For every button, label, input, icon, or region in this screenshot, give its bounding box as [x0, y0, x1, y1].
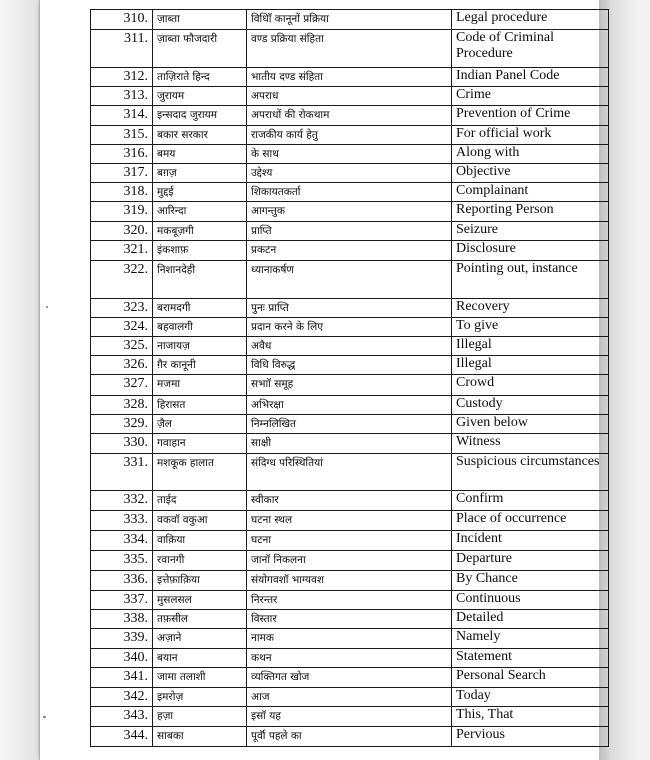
entry-number: 344.: [91, 727, 153, 747]
table-row: [91, 727, 609, 747]
english-meaning: Seizure: [452, 222, 609, 241]
english-meaning: Pointing out, instance: [452, 261, 609, 299]
glossary-body: [91, 10, 609, 747]
english-meaning: Personal Search: [452, 668, 609, 688]
english-meaning: Crowd: [452, 375, 609, 396]
urdu-term: इत्तेफ़ाक़िया: [153, 571, 247, 591]
entry-number: 315.: [91, 126, 153, 145]
urdu-term: तफ़सील: [153, 610, 247, 629]
table-row: [91, 126, 609, 145]
hindi-meaning: स्वीकार: [247, 491, 452, 511]
table-row: [91, 531, 609, 551]
english-meaning: Along with: [452, 145, 609, 164]
entry-number: 339.: [91, 629, 153, 649]
english-meaning: Illegal: [452, 356, 609, 375]
english-meaning: Code of Criminal Procedure: [452, 30, 609, 68]
urdu-term: मजमा: [153, 375, 247, 396]
english-meaning: Custody: [452, 396, 609, 415]
english-meaning: Given below: [452, 415, 609, 434]
urdu-term: बरामदगी: [153, 299, 247, 318]
hindi-meaning: आज: [247, 688, 452, 707]
hindi-meaning: अवैध: [247, 337, 452, 356]
hindi-meaning: इसॉ यह: [247, 707, 452, 727]
english-meaning: Statement: [452, 649, 609, 668]
urdu-term: ताईद: [153, 491, 247, 511]
urdu-term: निशानदेही: [153, 261, 247, 299]
table-row: [91, 434, 609, 454]
hindi-meaning: भातीय दण्ड संहिता: [247, 68, 452, 87]
hindi-meaning: अभिरक्षा: [247, 396, 452, 415]
urdu-term: ज़ैल: [153, 415, 247, 434]
entry-number: 310.: [91, 10, 153, 30]
urdu-term: ज़ाब्ता: [153, 10, 247, 30]
urdu-term: गवाहान: [153, 434, 247, 454]
entry-number: 325.: [91, 337, 153, 356]
hindi-meaning: उद्देश्य: [247, 164, 452, 183]
hindi-meaning: साक्षी: [247, 434, 452, 454]
urdu-term: रवानगी: [153, 551, 247, 571]
english-meaning: Prevention of Crime: [452, 106, 609, 126]
table-row: [91, 454, 609, 491]
entry-number: 331.: [91, 454, 153, 491]
entry-number: 313.: [91, 87, 153, 106]
urdu-term: बयान: [153, 649, 247, 668]
table-row: [91, 629, 609, 649]
english-meaning: Illegal: [452, 337, 609, 356]
table-row: [91, 241, 609, 261]
english-meaning: Today: [452, 688, 609, 707]
table-row: [91, 145, 609, 164]
urdu-term: नाजायज़: [153, 337, 247, 356]
english-meaning: Place of occurrence: [452, 511, 609, 531]
urdu-term: हज़ा: [153, 707, 247, 727]
scan-speck: [43, 716, 46, 718]
urdu-term: इंकशाफ़: [153, 241, 247, 261]
hindi-meaning: प्रकटन: [247, 241, 452, 261]
table-row: [91, 375, 609, 396]
table-row: [91, 87, 609, 106]
english-meaning: Legal procedure: [452, 10, 609, 30]
english-meaning: Crime: [452, 87, 609, 106]
hindi-meaning: अपराधों की रोकथाम: [247, 106, 452, 126]
hindi-meaning: वण्ड प्रक्रिया संहिता: [247, 30, 452, 68]
entry-number: 333.: [91, 511, 153, 531]
table-row: [91, 688, 609, 707]
table-row: [91, 222, 609, 241]
entry-number: 335.: [91, 551, 153, 571]
english-meaning: Incident: [452, 531, 609, 551]
entry-number: 320.: [91, 222, 153, 241]
scan-speck: [46, 306, 48, 308]
urdu-term: इन्सदाद जुरायम: [153, 106, 247, 126]
entry-number: 316.: [91, 145, 153, 164]
table-row: [91, 299, 609, 318]
table-row: [91, 30, 609, 68]
hindi-meaning: सभाॉ समूह: [247, 375, 452, 396]
urdu-term: वकवॉ वकुआ: [153, 511, 247, 531]
entry-number: 317.: [91, 164, 153, 183]
table-row: [91, 511, 609, 531]
hindi-meaning: संयोगवशॉ भाग्यवश: [247, 571, 452, 591]
table-row: [91, 551, 609, 571]
glossary-table: [90, 9, 609, 747]
english-meaning: Namely: [452, 629, 609, 649]
entry-number: 314.: [91, 106, 153, 126]
entry-number: 337.: [91, 591, 153, 610]
urdu-term: बमय: [153, 145, 247, 164]
urdu-term: ज़ाब्ता फौजदारी: [153, 30, 247, 68]
hindi-meaning: निम्नलिखित: [247, 415, 452, 434]
hindi-meaning: आगन्तुक: [247, 202, 452, 222]
entry-number: 324.: [91, 318, 153, 337]
english-meaning: Recovery: [452, 299, 609, 318]
urdu-term: मुसलसल: [153, 591, 247, 610]
urdu-term: अज़ाने: [153, 629, 247, 649]
table-row: [91, 668, 609, 688]
entry-number: 328.: [91, 396, 153, 415]
entry-number: 312.: [91, 68, 153, 87]
english-meaning: Complainant: [452, 183, 609, 202]
hindi-meaning: शिकायतकर्ता: [247, 183, 452, 202]
english-meaning: Pervious: [452, 727, 609, 747]
english-meaning: This, That: [452, 707, 609, 727]
table-row: [91, 571, 609, 591]
table-row: [91, 318, 609, 337]
hindi-meaning: संदिग्ध परिस्थितियां: [247, 454, 452, 491]
entry-number: 342.: [91, 688, 153, 707]
table-row: [91, 183, 609, 202]
entry-number: 327.: [91, 375, 153, 396]
entry-number: 329.: [91, 415, 153, 434]
entry-number: 343.: [91, 707, 153, 727]
hindi-meaning: के साथ: [247, 145, 452, 164]
entry-number: 341.: [91, 668, 153, 688]
hindi-meaning: ध्यानाकर्षण: [247, 261, 452, 299]
hindi-meaning: विस्तार: [247, 610, 452, 629]
table-row: [91, 591, 609, 610]
hindi-meaning: व्यक्तिगत खोज: [247, 668, 452, 688]
table-row: [91, 415, 609, 434]
english-meaning: Suspicious circumstances: [452, 454, 609, 491]
entry-number: 326.: [91, 356, 153, 375]
urdu-term: हिरासत: [153, 396, 247, 415]
urdu-term: वाक़िया: [153, 531, 247, 551]
entry-number: 321.: [91, 241, 153, 261]
hindi-meaning: निरन्तर: [247, 591, 452, 610]
hindi-meaning: घटना स्थल: [247, 511, 452, 531]
urdu-term: बकार सरकार: [153, 126, 247, 145]
urdu-term: बहवालगी: [153, 318, 247, 337]
hindi-meaning: अपराध: [247, 87, 452, 106]
entry-number: 322.: [91, 261, 153, 299]
entry-number: 338.: [91, 610, 153, 629]
english-meaning: Objective: [452, 164, 609, 183]
entry-number: 330.: [91, 434, 153, 454]
urdu-term: आरिन्दा: [153, 202, 247, 222]
page-left-margin: [0, 0, 40, 760]
table-row: [91, 396, 609, 415]
entry-number: 336.: [91, 571, 153, 591]
urdu-term: जामा तलाशी: [153, 668, 247, 688]
english-meaning: To give: [452, 318, 609, 337]
english-meaning: Disclosure: [452, 241, 609, 261]
hindi-meaning: विधि विरुद्ध: [247, 356, 452, 375]
table-row: [91, 106, 609, 126]
urdu-term: ताज़िराते हिन्द: [153, 68, 247, 87]
english-meaning: For official work: [452, 126, 609, 145]
table-row: [91, 356, 609, 375]
hindi-meaning: प्राप्ति: [247, 222, 452, 241]
english-meaning: Indian Panel Code: [452, 68, 609, 87]
hindi-meaning: नामक: [247, 629, 452, 649]
english-meaning: Witness: [452, 434, 609, 454]
table-row: [91, 261, 609, 299]
table-row: [91, 164, 609, 183]
urdu-term: बग़ज़: [153, 164, 247, 183]
entry-number: 311.: [91, 30, 153, 68]
english-meaning: Reporting Person: [452, 202, 609, 222]
hindi-meaning: प्रदान करने के लिए: [247, 318, 452, 337]
entry-number: 334.: [91, 531, 153, 551]
hindi-meaning: पूर्वॉ पहले का: [247, 727, 452, 747]
urdu-term: साबका: [153, 727, 247, 747]
english-meaning: Detailed: [452, 610, 609, 629]
table-row: [91, 337, 609, 356]
entry-number: 332.: [91, 491, 153, 511]
hindi-meaning: पुनः प्राप्ति: [247, 299, 452, 318]
hindi-meaning: विधिाँ कानूनों प्रक्रिया: [247, 10, 452, 30]
table-row: [91, 649, 609, 668]
table-row: [91, 10, 609, 30]
urdu-term: जुरायम: [153, 87, 247, 106]
table-row: [91, 610, 609, 629]
english-meaning: Departure: [452, 551, 609, 571]
english-meaning: By Chance: [452, 571, 609, 591]
urdu-term: मुद्दई: [153, 183, 247, 202]
urdu-term: इमरोज़: [153, 688, 247, 707]
hindi-meaning: कथन: [247, 649, 452, 668]
hindi-meaning: जानॉ निकलना: [247, 551, 452, 571]
entry-number: 340.: [91, 649, 153, 668]
table-row: [91, 707, 609, 727]
urdu-term: मशकूक हालात: [153, 454, 247, 491]
urdu-term: मकबूज़गी: [153, 222, 247, 241]
table-row: [91, 68, 609, 87]
entry-number: 323.: [91, 299, 153, 318]
entry-number: 318.: [91, 183, 153, 202]
english-meaning: Confirm: [452, 491, 609, 511]
entry-number: 319.: [91, 202, 153, 222]
hindi-meaning: राजकीय कार्य हेतु: [247, 126, 452, 145]
urdu-term: ग़ैर कानूनी: [153, 356, 247, 375]
english-meaning: Continuous: [452, 591, 609, 610]
hindi-meaning: घटना: [247, 531, 452, 551]
table-row: [91, 202, 609, 222]
table-row: [91, 491, 609, 511]
